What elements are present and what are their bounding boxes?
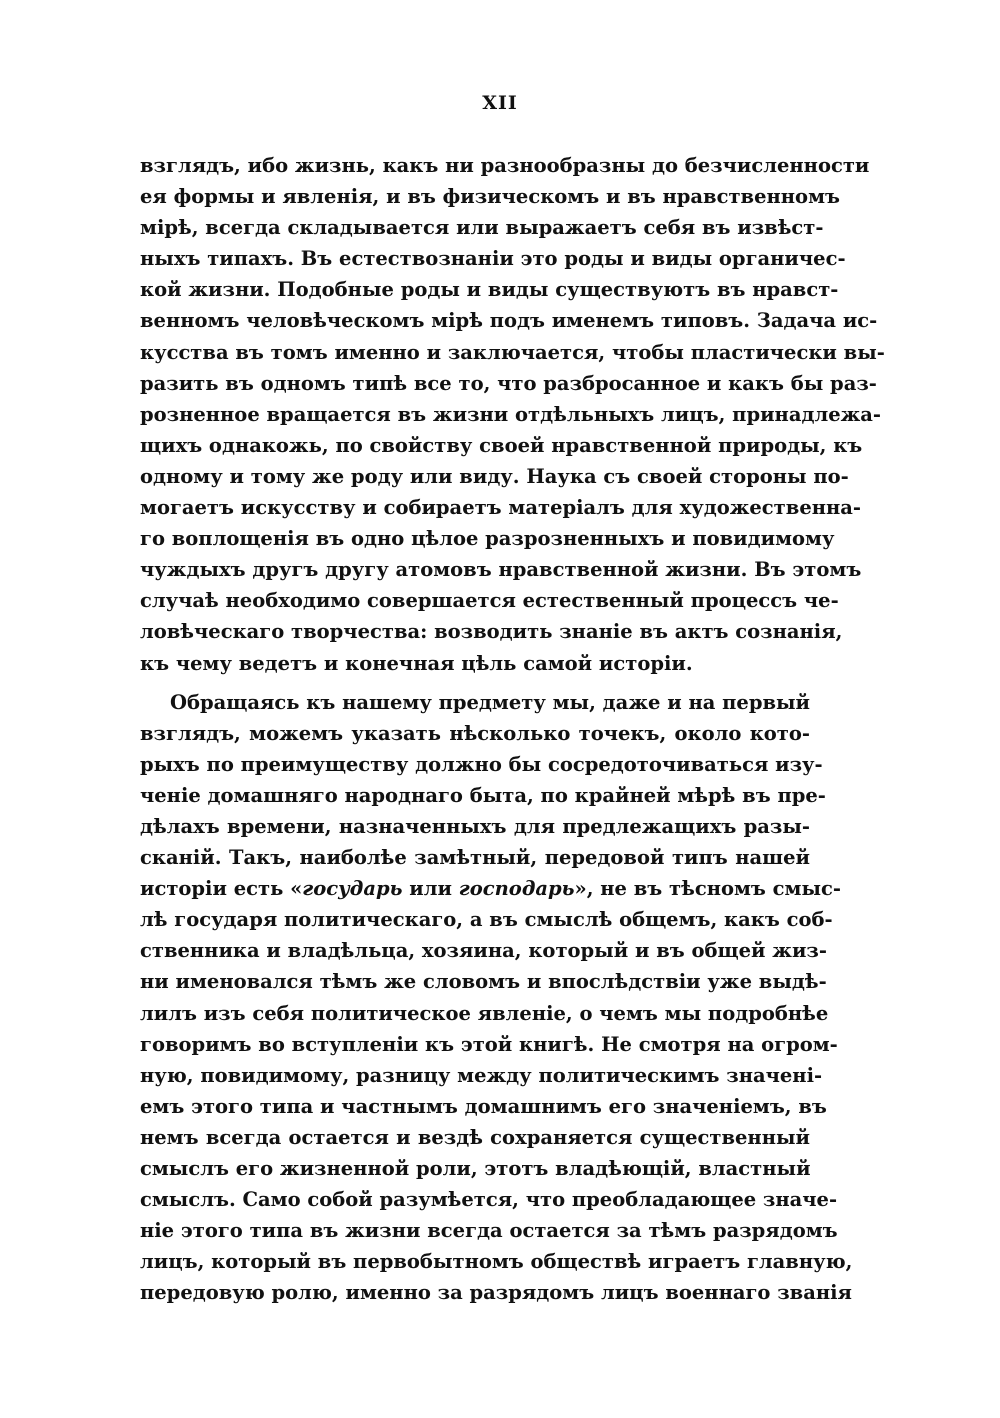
text-line: лѣ государя политическаго, а въ смыслѣ общемъ, какъ соб- xyxy=(140,908,833,932)
text-line: венномъ человѣческомъ мірѣ подъ именемъ типовъ. Задача ис- xyxy=(140,309,878,333)
text-line: го воплощенія въ одно цѣлое разрозненныхъ и повидимому xyxy=(140,527,835,551)
text-line: одному и тому же роду или виду. Наука съ своей стороны по- xyxy=(140,464,849,488)
text-line: ніе этого типа въ жизни всегда остается за тѣмъ разрядомъ xyxy=(140,1219,838,1243)
text-line: розненное вращается въ жизни отдѣльныхъ лицъ, принадлежа- xyxy=(140,402,882,426)
body-text xyxy=(140,150,885,1308)
text-line: смыслъ. Само собой разумѣется, что преобладающее значе- xyxy=(140,1188,838,1212)
text-line: немъ всегда остается и вездѣ сохраняется существенный xyxy=(140,1125,810,1149)
text-line: дѣлахъ времени, назначенныхъ для предлежащихъ разы- xyxy=(140,814,810,838)
text-line: чуждыхъ другъ другу атомовъ нравственной жизни. Въ этомъ xyxy=(140,558,862,582)
text-line: ловѣческаго творчества: возводить знаніе въ актъ сознанія, xyxy=(140,620,843,644)
text-line: передовую ролю, именно за разрядомъ лицъ военнаго званія xyxy=(140,1281,852,1305)
text-fragment: или xyxy=(402,877,459,901)
text-line: кой жизни. Подобные роды и виды существуютъ въ нравст- xyxy=(140,278,839,302)
term-gosudar: государь xyxy=(302,877,403,901)
text-fragment: », не въ тѣсномъ смыс- xyxy=(574,877,842,901)
text-line: смыслъ его жизненной роли, этотъ владѣющій, властный xyxy=(140,1157,811,1180)
paragraph-2 xyxy=(140,687,853,1309)
text-line: случаѣ необходимо совершается естественный процессъ че- xyxy=(140,589,839,613)
text-line: взглядъ, ибо жизнь, какъ ни разнообразны до безчисленности xyxy=(140,154,870,177)
paragraph-1 xyxy=(140,150,885,679)
text-line: взглядъ, можемъ указать нѣсколько точекъ, около кото- xyxy=(140,721,810,745)
text-line: сканій. Такъ, наиболѣе замѣтный, передовой типъ нашей xyxy=(140,846,810,870)
text-line: ея формы и явленія, и въ физическомъ и въ нравственномъ xyxy=(140,185,840,209)
term-gospodar: господарь xyxy=(458,877,575,901)
paragraph-gap xyxy=(140,679,810,687)
text-line: ныхъ типахъ. Въ естествознаніи это роды и виды органичес- xyxy=(140,247,846,271)
text-line: къ чему ведетъ и конечная цѣль самой исторіи. xyxy=(140,651,693,675)
text-fragment: исторіи есть « xyxy=(140,877,303,901)
text-line: ную, повидимому, разницу между политическимъ значені- xyxy=(140,1063,823,1087)
text-line: ченіе домашняго народнаго быта, по крайней мѣрѣ въ пре- xyxy=(140,783,826,807)
text-line: щихъ однакожь, по свойству своей нравственной природы, къ xyxy=(140,433,863,457)
text-line: говоримъ во вступленіи къ этой книгѣ. Не смотря на огром- xyxy=(140,1032,838,1056)
text-line: рыхъ по преимуществу должно бы сосредоточиваться изу- xyxy=(140,752,823,776)
text-line: лицъ, который въ первобытномъ обществѣ играетъ главную, xyxy=(140,1250,853,1274)
page-number: XII xyxy=(482,92,518,114)
text-line: могаетъ искусству и собираетъ матеріалъ для художественна- xyxy=(140,496,861,520)
text-line-with-terms xyxy=(140,873,842,904)
text-line: Обращаясь къ нашему предмету мы, даже и на первый xyxy=(170,690,811,714)
text-line: кусства въ томъ именно и заключается, чтобы пластически вы- xyxy=(140,340,885,364)
text-line: мірѣ, всегда складывается или выражаетъ себя въ извѣст- xyxy=(140,216,824,240)
text-line: ни именовался тѣмъ же словомъ и впослѣдствіи уже выдѣ- xyxy=(140,970,827,994)
text-line: емъ этого типа и частнымъ домашнимъ его значеніемъ, въ xyxy=(140,1094,827,1118)
text-line: ственника и владѣльца, хозяина, который и въ общей жиз- xyxy=(140,939,827,963)
text-line: лилъ изъ себя политическое явленіе, о чемъ мы подробнѣе xyxy=(140,1001,829,1025)
text-line: разить въ одномъ типѣ все то, что разбросанное и какъ бы раз- xyxy=(140,371,877,395)
